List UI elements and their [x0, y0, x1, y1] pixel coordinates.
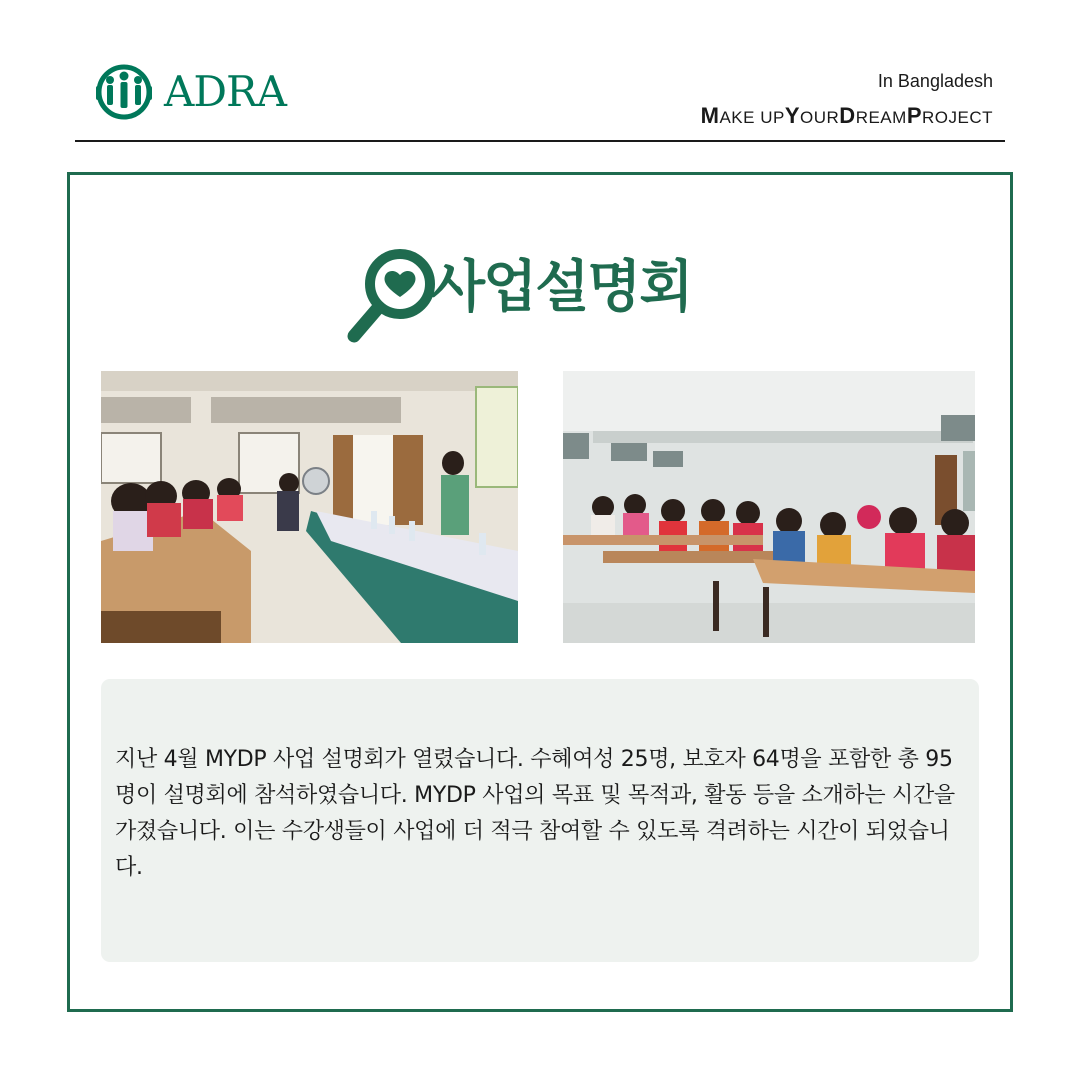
project-name [701, 103, 993, 129]
header-divider [75, 140, 1005, 142]
project-word-initial: D [839, 103, 856, 128]
project-word-initial: M [700, 103, 720, 128]
description-panel [101, 679, 979, 962]
project-word-initial: P [906, 103, 922, 128]
page-header [0, 0, 1080, 142]
project-word-rest: AKE UP [719, 108, 785, 127]
classroom-meeting-photo-right [563, 371, 975, 643]
section-title [345, 240, 745, 350]
project-word-initial: Y [784, 103, 801, 128]
project-word-rest: ROJECT [922, 108, 993, 127]
section-title-text: 사업설명회 [431, 255, 692, 320]
project-word-rest: OUR [800, 108, 840, 127]
classroom-meeting-photo-left [101, 371, 518, 643]
adra-logo [88, 64, 286, 120]
project-word-rest: REAM [855, 108, 907, 127]
description-text: 지난 4월 MYDP 사업 설명회가 열렸습니다. 수혜여성 25명, 보호자 64명을 포함한 총 95명이 설명회에 참석하였습니다. MYDP 사업의 목표 및 목적과, 활동 등을 소개하는 시간을 가졌습니다. 이는 수강생들이 사업에 더 적극 참여할 수 있도록 격려하는 시간이 되었습니다. [115, 747, 955, 880]
adra-logo-text: ADRA [164, 67, 286, 116]
country-label: In Bangladesh [877, 71, 993, 91]
adra-people-circle-icon [88, 64, 160, 120]
